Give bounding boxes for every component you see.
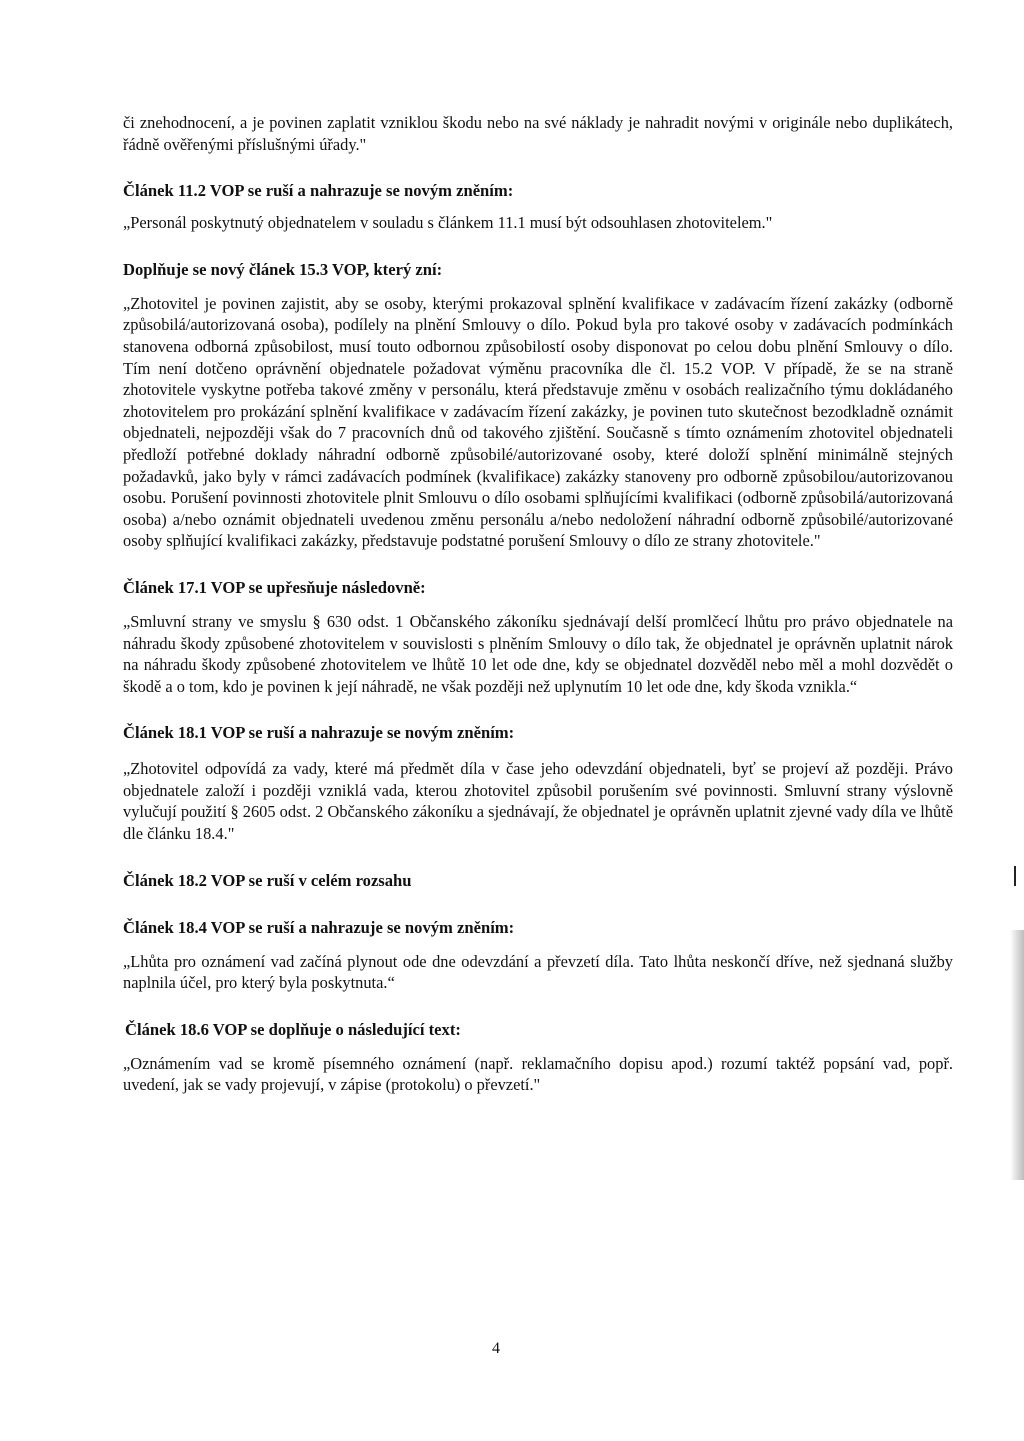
heading-article-18-6: Článek 18.6 VOP se doplňuje o následující text: xyxy=(125,1019,461,1039)
paragraph-article-17-1: „Smluvní strany ve smyslu § 630 odst. 1 Občanského zákoníku sjednávají delší promlčecí lhůtu pro právo objednatele na náhradu škody způsobené zhotovitelem v souvislosti s plněním Smlouvy o dílo tak, že objednatel je oprávněn uplatnit nárok na náhradu škody způsobené zhotovitelem ve lhůtě 10 let ode dne, kdy se objednatel dozvěděl nebo měl a mohl dozvědět o škodě a o tom, kdo je povinen k její náhradě, ne však později než uplynutím 10 let ode dne, kdy škoda vznikla.“ xyxy=(123,611,953,696)
paragraph-article-15-3: „Zhotovitel je povinen zajistit, aby se osoby, kterými prokazoval splnění kvalifikace v zadávacím řízení zakázky (odborně způsobilá/autorizovaná osoba), podílely na plnění Smlouvy o dílo. Pokud byla pro takové osoby v zadávacích podmínkách stanovena odborná způsobilost, musí touto odbornou způsobilostí osoby disponovat po celou dobu plnění Smlouvy o dílo. Tím není dotčeno oprávnění objednatele požadovat výměnu pracovníka dle čl. 15.2 VOP. V případě, že se na straně zhotovitele vyskytne potřeba takové změny v personálu, která představuje změnu v osobách realizačního týmu dokládaného zhotovitelem pro prokázání splnění kvalifikace v zadávacím řízení zakázky, je povinen tuto skutečnost bezodkladně oznámit objednateli, nejpozději však do 7 pracovních dnů od takového zjištění. Současně s tímto oznámením zhotovitel objednateli předloží potřebné doklady náhradní odborně způsobilé/autorizované osoby, které doloží splnění minimálně stejných požadavků, jako byly v rámci zadávacích podmínek (kvalifikace) zakázky stanoveny pro odborně způsobilou/autorizovanou osobu. Porušení povinnosti zhotovitele plnit Smlouvu o dílo osobami splňujícími kvalifikaci (odborně způsobilá/autorizovaná osoba) a/nebo oznámit objednateli uvedenou změnu personálu a/nebo nedoložení náhradní odborně způsobilé/autorizované osoby splňující kvalifikaci zakázky, představuje podstatné porušení Smlouvy o dílo ze strany zhotovitele." xyxy=(123,293,953,551)
paragraph-article-18-6: „Oznámením vad se kromě písemného oznámení (např. reklamačního dopisu apod.) rozumí taktéž popsání vad, popř. uvedení, jak se vady projevují, v zápise (protokolu) o převzetí." xyxy=(123,1053,953,1095)
document-body xyxy=(123,112,953,1096)
page-number: 4 xyxy=(492,1340,500,1357)
heading-article-18-2: Článek 18.2 VOP se ruší v celém rozsahu xyxy=(123,870,412,890)
paragraph-article-18-1: „Zhotovitel odpovídá za vady, které má předmět díla v čase jeho odevzdání objednateli, byť se projeví až později. Právo objednatele založí i později vzniklá vada, kterou zhotovitel způsobil porušením své povinnosti. Smluvní strany výslovně vylučují použití § 2605 odst. 2 Občanského zákoníku a sjednávají, že objednatel je oprávněn uplatnit zjevné vady díla ve lhůtě dle článku 18.4." xyxy=(123,759,953,844)
paragraph-article-18-4: „Lhůta pro oznámení vad začíná plynout ode dne odevzdání a převzetí díla. Tato lhůta neskončí dříve, než sjednaná služby naplnila účel, pro který byla poskytnuta.“ xyxy=(123,951,953,993)
heading-article-11-2: Článek 11.2 VOP se ruší a nahrazuje se novým zněním: xyxy=(123,181,514,201)
heading-article-18-1: Článek 18.1 VOP se ruší a nahrazuje se novým zněním: xyxy=(123,723,515,743)
heading-article-17-1: Článek 17.1 VOP se upřesňuje následovně: xyxy=(123,577,426,597)
heading-article-18-4: Článek 18.4 VOP se ruší a nahrazuje se novým zněním: xyxy=(123,917,515,937)
heading-article-15-3: Doplňuje se nový článek 15.3 VOP, který zní: xyxy=(123,259,443,279)
paragraph-damage-replacement: či znehodnocení, a je povinen zaplatit vzniklou škodu nebo na své náklady je nahradit novými v originále nebo duplikátech, řádně ověřenými příslušnými úřady." xyxy=(123,113,953,154)
scan-edge-shadow xyxy=(1010,930,1024,1180)
paragraph-article-11-2: „Personál poskytnutý objednatelem v souladu s článkem 11.1 musí být odsouhlasen zhotovitelem." xyxy=(123,213,773,233)
margin-mark xyxy=(1014,866,1016,886)
